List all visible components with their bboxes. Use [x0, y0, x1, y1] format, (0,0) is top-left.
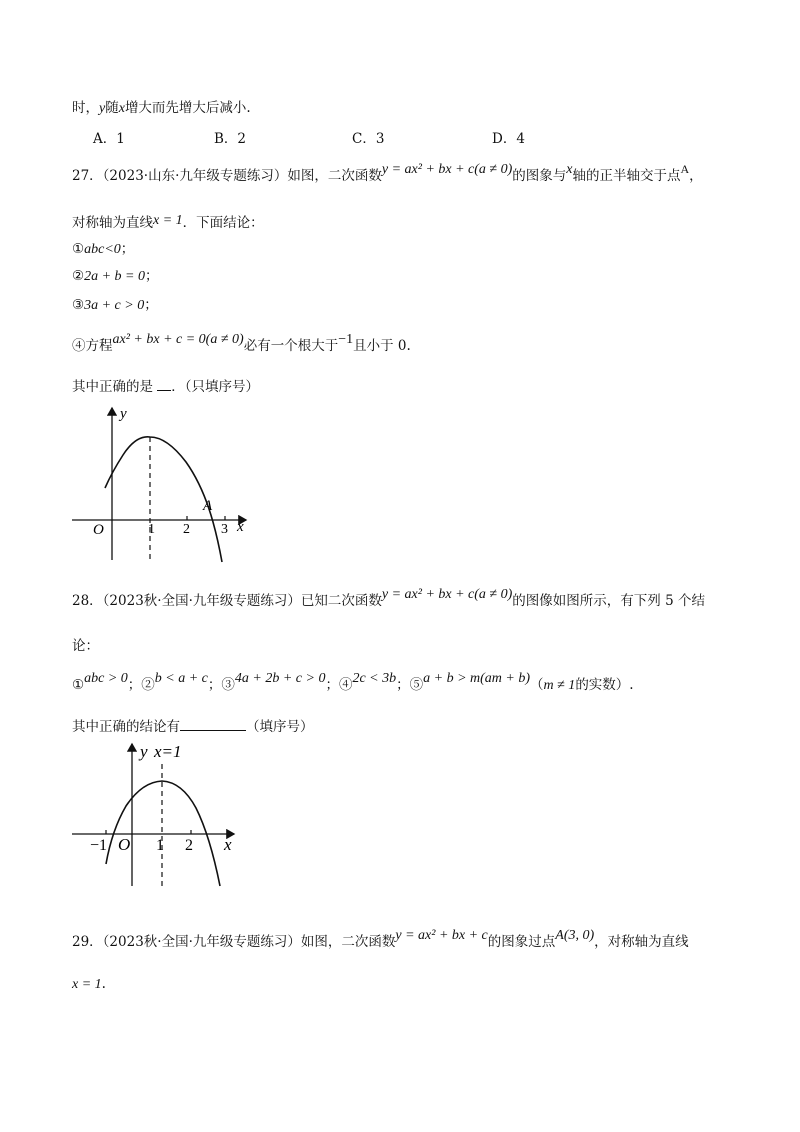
- x-axis-label: x: [224, 835, 232, 854]
- text: 其中正确的结论有: [72, 719, 180, 735]
- origin-label: O: [118, 835, 131, 854]
- text: 的图象过点: [487, 934, 556, 950]
- text: 对称轴为直线: [72, 215, 153, 231]
- text: ；: [145, 268, 159, 284]
- math-var: y: [99, 101, 106, 116]
- q26-option-d: D．4: [492, 131, 525, 147]
- q26-option-c: C．3: [352, 131, 385, 147]
- origin-label: O: [93, 522, 104, 538]
- q26-option-b: B．2: [214, 131, 247, 147]
- math-var: x: [566, 162, 573, 177]
- tick-label: 2: [183, 522, 190, 537]
- answer-blank[interactable]: [157, 378, 171, 391]
- math-expression: abc > 0: [84, 671, 128, 686]
- text: ，对称轴为直线: [594, 934, 689, 950]
- text: ；③: [207, 677, 235, 693]
- tick-label: 1: [156, 837, 164, 854]
- math-expression: 4a + 2b + c > 0: [234, 671, 326, 686]
- q29-stem-line1: [72, 928, 689, 952]
- text: ；②: [127, 677, 155, 693]
- tick-label: 2: [185, 837, 193, 854]
- q28-parabola-graph: [68, 738, 248, 888]
- math-value: −1: [338, 332, 354, 347]
- text: ．（只填序号）: [171, 379, 260, 395]
- q26-condition-line: [72, 99, 251, 118]
- text: （填序号）: [246, 719, 314, 735]
- text: ；⑤: [396, 677, 424, 693]
- q27-statement-3: [72, 296, 158, 315]
- q26-option-a: A．1: [93, 131, 125, 147]
- text: 时，: [72, 100, 99, 116]
- math-expression: ax² + bx + c = 0(a ≠ 0): [112, 332, 244, 347]
- math-expression: m ≠ 1: [543, 678, 576, 693]
- axis-of-symmetry-label: x=1: [154, 742, 182, 761]
- math-expression: 2a + b = 0: [84, 269, 146, 284]
- q27-parabola-graph: [68, 402, 258, 564]
- text: （: [530, 677, 544, 693]
- math-expression: x = 1: [153, 213, 183, 228]
- math-expression: a + b > m(am + b): [423, 671, 531, 686]
- question-source: 27．（2023·山东·九年级专题练习）如图，二次函数: [72, 168, 382, 184]
- text: 且小于 0.: [353, 338, 411, 354]
- q28-stem-line1: [72, 587, 705, 611]
- statement-mark: ③: [72, 297, 85, 313]
- q27-statement-4: [72, 332, 411, 356]
- math-expression: x = 1: [72, 977, 102, 992]
- tick-label: 1: [148, 522, 155, 537]
- x-axis-label: x: [237, 519, 244, 535]
- q28-stem-line2: 论：: [72, 638, 99, 654]
- math-expression: b < a + c: [154, 671, 208, 686]
- answer-blank[interactable]: [180, 718, 246, 731]
- math-expression: 2c < 3b: [352, 671, 397, 686]
- y-axis-label: y: [140, 742, 148, 761]
- y-axis-label: y: [120, 406, 127, 422]
- text: 的图像如图所示，有下列 5 个结: [512, 593, 705, 609]
- text: 的图象与: [512, 168, 567, 184]
- text: 必有一个根大于: [243, 338, 339, 354]
- text: 其中正确的是: [72, 379, 153, 395]
- statement-mark: ①: [72, 677, 85, 693]
- statement-mark: ②: [72, 268, 85, 284]
- point-expression: A(3, 0): [555, 928, 595, 943]
- text: ，: [689, 168, 703, 184]
- question-source: 29．（2023秋·全国·九年级专题练习）如图，二次函数: [72, 934, 396, 950]
- tick-label: −1: [90, 837, 108, 854]
- q28-answer-line: [72, 718, 314, 736]
- q27-answer-line: [72, 378, 259, 396]
- point-label: A: [680, 162, 690, 176]
- function-expression: y = ax² + bx + c(a ≠ 0): [381, 587, 513, 602]
- point-a-label: A: [203, 498, 213, 514]
- q29-stem-line2: [72, 975, 106, 994]
- math-expression: abc<0: [84, 242, 121, 257]
- q27-stem-line2: [72, 214, 264, 233]
- text: 增大而先增大后减小.: [124, 100, 251, 116]
- question-source: 28．（2023秋·全国·九年级专题练习）已知二次函数: [72, 593, 382, 609]
- text: 的实数）.: [575, 677, 634, 693]
- text: .: [101, 976, 106, 992]
- q27-statement-2: [72, 267, 159, 286]
- text: ；: [120, 241, 135, 257]
- text: ；: [144, 297, 158, 313]
- text: 随: [105, 100, 119, 116]
- q27-statement-1: [72, 240, 134, 259]
- text: 轴的正半轴交于点: [572, 168, 681, 184]
- statement-mark: ①: [72, 241, 85, 257]
- q27-stem-line1: [72, 162, 703, 186]
- math-expression: 3a + c > 0: [84, 298, 145, 313]
- text: ；④: [325, 677, 353, 693]
- function-expression: y = ax² + bx + c(a ≠ 0): [381, 162, 513, 177]
- tick-label: 3: [221, 522, 228, 537]
- text: ．下面结论：: [182, 215, 264, 231]
- function-expression: y = ax² + bx + c: [395, 928, 488, 943]
- math-var: x: [118, 101, 125, 116]
- statement-mark: ④方程: [72, 338, 113, 354]
- q28-statements: [72, 671, 634, 695]
